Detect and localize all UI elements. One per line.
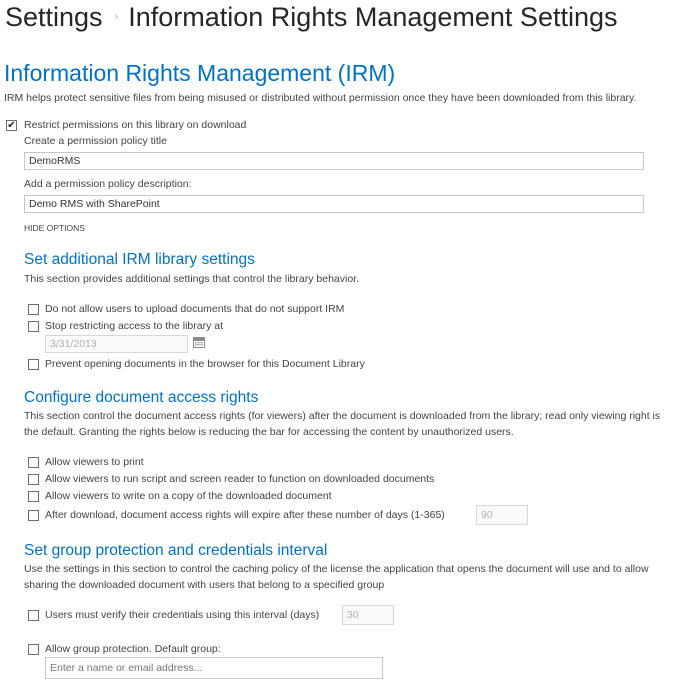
allow-print-checkbox[interactable] <box>28 457 39 468</box>
no-upload-unsupported-checkbox[interactable] <box>28 304 39 315</box>
library-settings-heading: Set additional IRM library settings <box>24 251 255 268</box>
library-settings-description: This section provides additional settings that control the library behavior. <box>24 273 360 285</box>
allow-script-label: Allow viewers to run script and screen reader to function on downloaded documents <box>45 473 435 485</box>
access-rights-heading: Configure document access rights <box>24 389 259 406</box>
group-protection-description: Use the settings in this section to control the caching policy of the license the application that opens the document will use and to allow sharing the downloaded document with users that belong to a specified group <box>24 563 649 591</box>
restrict-permissions-label: Restrict permissions on this library on download <box>24 119 247 131</box>
calendar-icon[interactable] <box>193 337 205 348</box>
restrict-permissions-checkbox[interactable] <box>6 120 17 131</box>
irm-intro-text: IRM helps protect sensitive files from being misused or distributed without permission once they have been downloaded from this library. <box>4 92 637 104</box>
breadcrumb-separator-icon: › <box>114 11 119 23</box>
access-rights-description: This section control the document access rights (for viewers) after the document is downloaded from the library; read only viewing right is the default. Granting the rights below is reducing the bar for accessing the content by unauthorized users. <box>24 410 661 438</box>
group-protection-checkbox[interactable] <box>28 644 39 655</box>
group-protection-heading: Set group protection and credentials interval <box>24 542 328 559</box>
default-group-input[interactable] <box>45 657 383 679</box>
allow-write-checkbox[interactable] <box>28 491 39 502</box>
breadcrumb <box>5 2 618 38</box>
expire-days-input[interactable] <box>476 505 528 525</box>
policy-description-label: Add a permission policy description: <box>24 178 192 190</box>
stop-restricting-date-input[interactable] <box>45 335 188 353</box>
group-protection-label: Allow group protection. Default group: <box>45 643 221 655</box>
allow-script-checkbox[interactable] <box>28 474 39 485</box>
irm-heading: Information Rights Management (IRM) <box>4 60 396 86</box>
page-title: Information Rights Management Settings <box>128 2 618 32</box>
access-expire-label: After download, document access rights will expire after these number of days (1-365) <box>45 509 445 521</box>
stop-restricting-checkbox[interactable] <box>28 321 39 332</box>
verify-credentials-label: Users must verify their credentials using this interval (days) <box>45 609 320 621</box>
stop-restricting-label: Stop restricting access to the library at <box>45 320 223 332</box>
policy-title-label: Create a permission policy title <box>24 135 167 147</box>
breadcrumb-settings-link[interactable]: Settings <box>5 2 103 32</box>
access-expire-checkbox[interactable] <box>28 510 39 521</box>
prevent-browser-open-checkbox[interactable] <box>28 359 39 370</box>
policy-title-input[interactable] <box>24 152 644 170</box>
verify-credentials-checkbox[interactable] <box>28 610 39 621</box>
prevent-browser-open-label: Prevent opening documents in the browser for this Document Library <box>45 358 365 370</box>
allow-write-label: Allow viewers to write on a copy of the downloaded document <box>45 490 332 502</box>
hide-options-link[interactable]: HIDE OPTIONS <box>24 223 85 233</box>
allow-print-label: Allow viewers to print <box>45 456 144 468</box>
verify-interval-input[interactable] <box>342 605 394 625</box>
policy-description-input[interactable] <box>24 195 644 213</box>
checkmark-icon: ✔ <box>7 120 16 131</box>
no-upload-unsupported-label: Do not allow users to upload documents that do not support IRM <box>45 303 345 315</box>
